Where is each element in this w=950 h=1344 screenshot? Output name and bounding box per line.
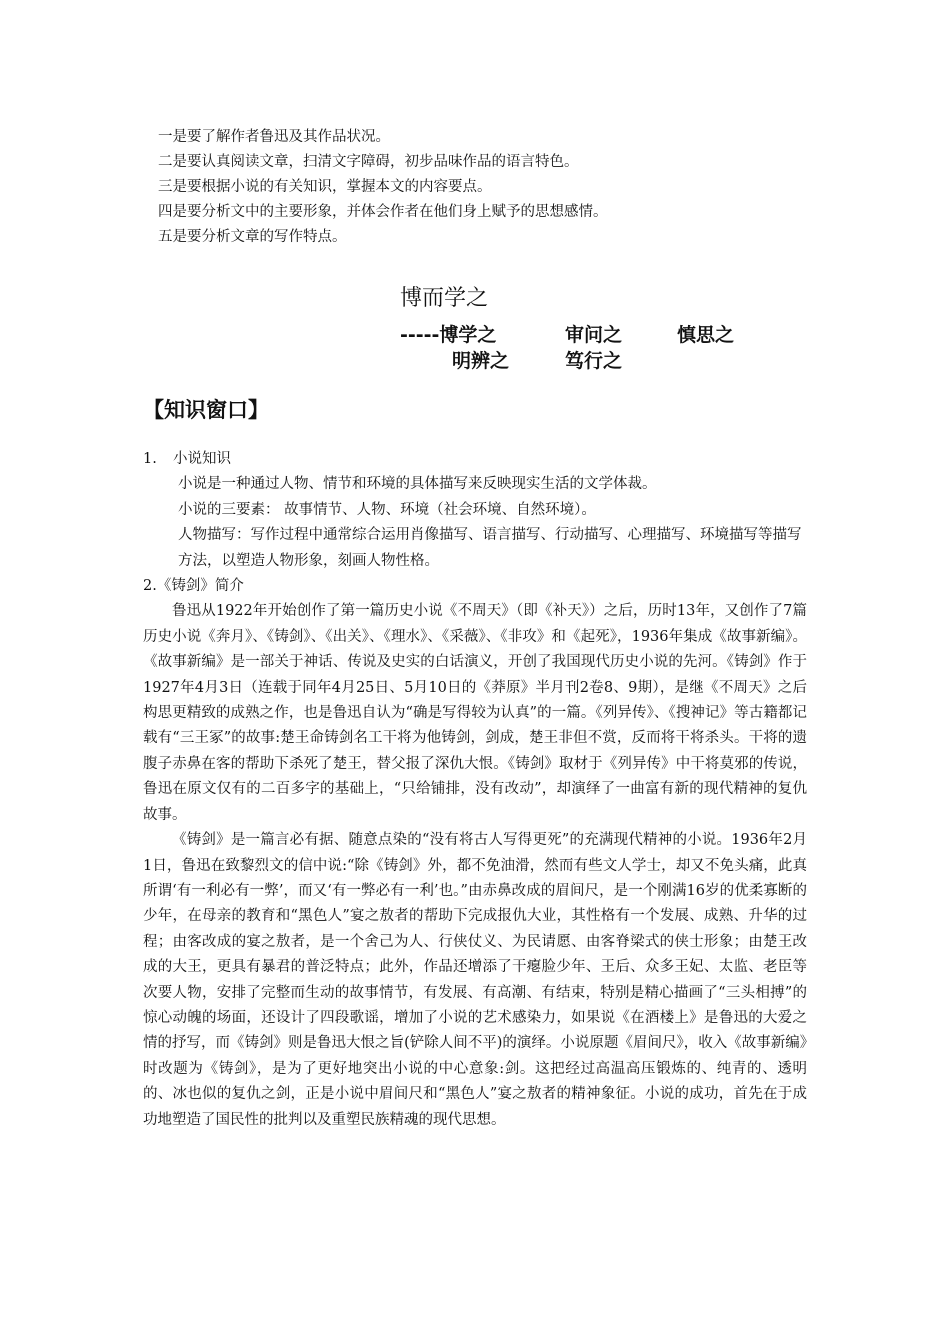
motto-line-2 bbox=[452, 348, 622, 374]
learning-goals bbox=[158, 125, 858, 250]
knowledge-line: 小说的三要素： 故事情节、人物、环境（社会环境、自然环境）。 bbox=[178, 501, 596, 518]
subsection-heading bbox=[143, 574, 807, 599]
subsection-number: 1. bbox=[143, 451, 157, 467]
goal-item: 二是要认真阅读文章，扫清文字障碍，初步品味作品的语言特色。 bbox=[158, 154, 579, 170]
motto-phrase: 笃行之 bbox=[565, 350, 623, 372]
novel-knowledge-block bbox=[143, 472, 807, 574]
subsection-heading bbox=[143, 447, 807, 472]
paragraph: 《铸剑》是一篇言必有据、随意点染的“没有将古人写得更死”的充满现代精神的小说。1936年2月1日，鲁迅在致黎烈文的信中说:“除《铸剑》外，都不免油滑，然而有些文人学士，却又不免头痛，此真所谓‘有一利必有一弊’，而又‘有一弊必有一利’也。”由赤鼻改成的眉间尺，是一个刚满16岁的优柔寡断的少年，在母亲的教育和“黑色人”宴之敖者的帮助下完成报仇大业，其性格有一个发展、成熟、升华的过程；由客改成的宴之敖者，是一个舍己为人、行侠仗义、为民请愿、由客脊梁式的侠士形象；由楚王改成的大王，更具有暴君的普泛特点；此外，作品还增添了干瘪脸少年、王后、众多王妃、太监、老臣等次要人物，安排了完整而生动的故事情节，有发展、有高潮、有结束，特别是精心描画了“三头相搏”的惊心动魄的场面，还设计了四段歌谣，增加了小说的艺术感染力，如果说《在酒楼上》是鲁迅的大爱之情的抒写，而《铸剑》则是鲁迅大恨之旨(铲除人间不平)的演绎。小说原题《眉间尺》，收入《故事新编》时改题为《铸剑》，是为了更好地突出小说的中心意象:剑。这把经过高温高压锻炼的、纯青的、透明的、冰也似的复仇之剑，正是小说中眉间尺和“黑色人”宴之敖者的精神象征。小说的成功，首先在于成功地塑造了国民性的批判以及重塑民族精魂的现代思想。 bbox=[143, 832, 807, 1128]
paragraph: 鲁迅从1922年开始创作了第一篇历史小说《不周天》（即《补天》）之后，历时13年，又创作了7篇历史小说《奔月》、《铸剑》、《出关》、《理水》、《采薇》、《非攻》和《起死》，1936年集成《故事新编》。《故事新编》是一部关于神话、传说及史实的白话演义，开创了我国现代历史小说的先河。《铸剑》作于1927年4月3日（连载于同年4月25日、5月10日的《莽原》半月刊2卷8、9期），是继《不周天》之后构思更精致的成熟之作，也是鲁迅自认为“确是写得较为认真”的一篇。《列异传》、《搜神记》等古籍都记载有“三王冢”的故事:楚王命铸剑名工干将为他铸剑，剑成，楚王非但不赏，反而将干将杀头。干将的遗腹子赤鼻在客的帮助下杀死了楚王，替父报了深仇大恨。《铸剑》取材于《列异传》中干将莫邪的传说，鲁迅在原文仅有的二百多字的基础上，“只给铺排，没有改动”，却演绎了一曲富有新的现代精神的复仇故事。 bbox=[143, 603, 807, 823]
subsection-number: 2. bbox=[143, 578, 157, 595]
subsection-title: 《铸剑》简介 bbox=[156, 578, 244, 595]
motto-title: 博而学之 bbox=[400, 286, 489, 311]
motto-phrase: 明辨之 bbox=[452, 350, 510, 372]
knowledge-line: 人物描写：写作过程中通常综合运用肖像描写、语言描写、行动描写、心理描写、环境描写等描写方法，以塑造人物形象，刻画人物性格。 bbox=[178, 527, 802, 569]
goal-item: 三是要根据小说的有关知识，掌握本文的内容要点。 bbox=[158, 179, 492, 195]
goal-item: 一是要了解作者鲁迅及其作品状况。 bbox=[158, 129, 390, 145]
goal-item: 五是要分析文章的写作特点。 bbox=[158, 229, 347, 245]
knowledge-line: 小说是一种通过人物、情节和环境的具体描写来反映现实生活的文学体裁。 bbox=[178, 476, 657, 493]
goal-item: 四是要分析文中的主要形象，并体会作者在他们身上赋予的思想感情。 bbox=[158, 204, 608, 220]
subsection-title: 小说知识 bbox=[173, 451, 231, 467]
motto-line-1 bbox=[400, 322, 734, 348]
motto-phrase: 慎思之 bbox=[677, 324, 735, 346]
motto-phrase: 审问之 bbox=[565, 324, 623, 346]
knowledge-content bbox=[143, 447, 807, 1133]
section-heading: 【知识窗口】 bbox=[143, 398, 269, 422]
motto-phrase: -----博学之 bbox=[400, 324, 497, 346]
